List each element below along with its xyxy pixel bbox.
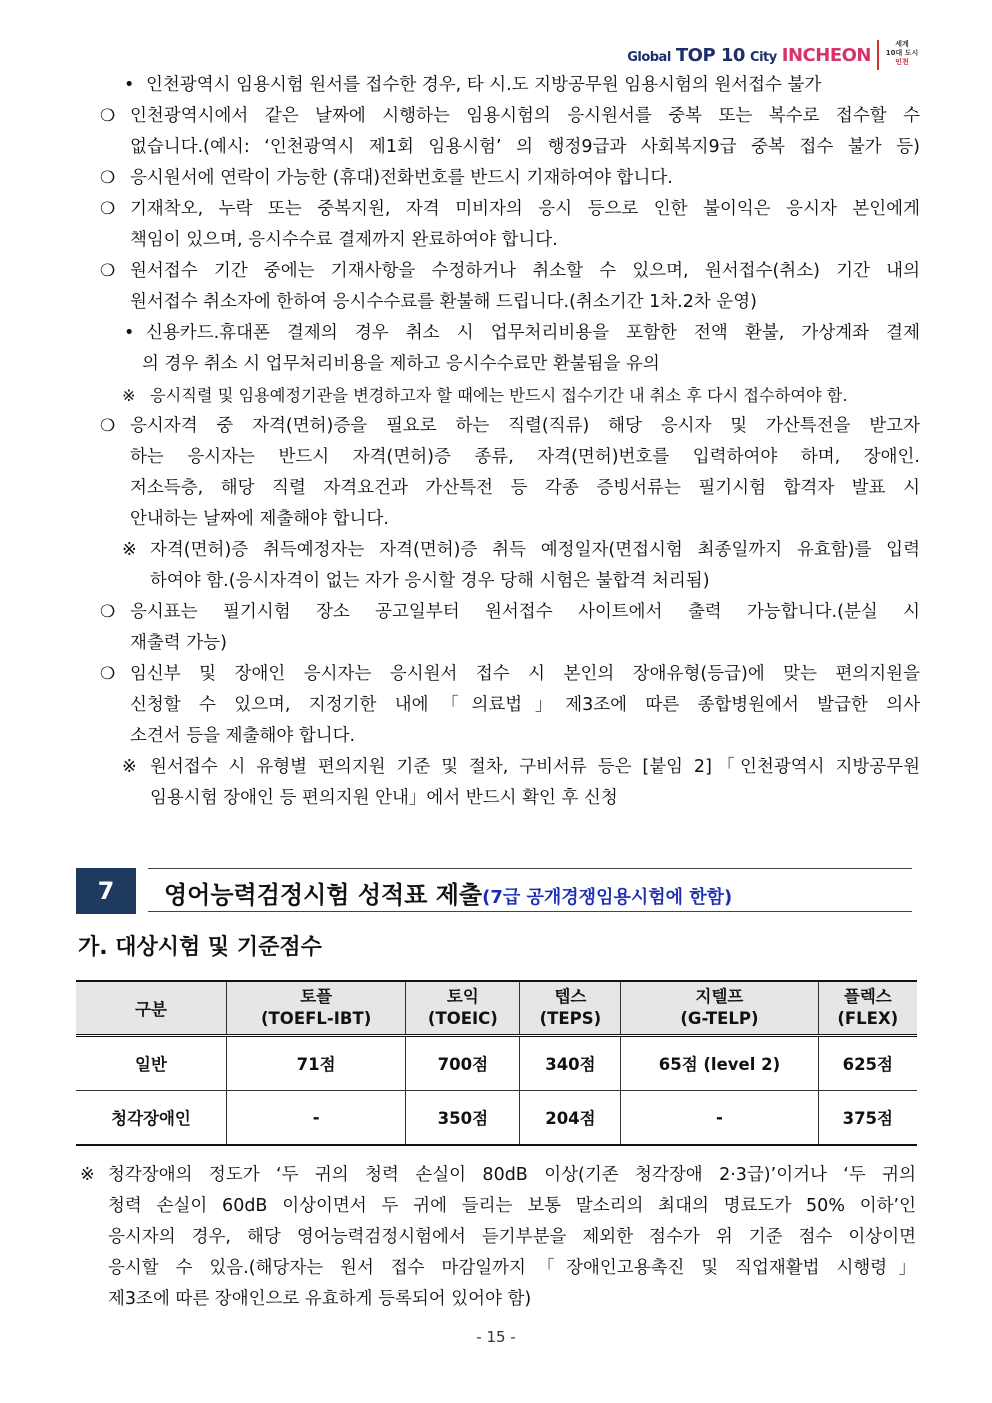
table-row [76,1035,917,1090]
body-text: 원서접수 기간 중에는 기재사항을 수정하거나 취소할 수 있으며, 원서접수(취소) 기간 내의 [130,261,920,281]
body-text-cont: 소견서 등을 제출해야 합니다. [130,726,356,746]
body-text: 응시원서에 연락이 가능한 (휴대)전화번호를 반드시 기재하여야 합니다. [130,168,673,188]
body-text: 인천광역시 임용시험 원서를 접수한 경우, 타 시.도 지방공무원 임용시험의 원서접수 불가 [146,75,822,95]
logo-top10: TOP 10 [675,44,745,66]
body-text: 응시표는 필기시험 장소 공고일부터 원서접수 사이트에서 출력 가능합니다.(분실 시 [130,602,920,622]
table-cell: 65점 (level 2) [621,1035,818,1090]
table-header-row [76,981,917,1035]
score-table [76,980,917,1146]
note-marker: ※ [80,1165,95,1185]
body-text-cont: 하여야 함.(응시자격이 없는 자가 응시할 경우 당해 시험은 불합격 처리됨) [150,571,710,591]
header-logo [627,40,922,70]
circle-marker: ❍ [100,261,116,281]
badge-line1: 세계 [895,40,909,48]
subheading: 가. 대상시험 및 기준점수 [78,935,322,960]
logo-wordmark [627,45,871,66]
col-header-gtelp [621,981,818,1035]
col-header-line1: 토익 [446,986,479,1006]
col-header-toeic [406,981,520,1035]
col-header-line1: 토플 [300,986,333,1006]
section-title-main: 영어능력검정시험 성적표 제출 [164,881,483,909]
circle-marker: ❍ [100,199,116,219]
body-text: 응시직렬 및 임용예정기관을 변경하고자 할 때에는 반드시 접수기간 내 취소 후 다시 접수하여야 함. [150,386,848,405]
col-header-line1: 텝스 [554,986,587,1006]
badge-line2: 10대 도시 [885,49,919,57]
note-marker: ※ [122,757,137,777]
footnote-line: 제3조에 따른 장애인으로 유효하게 등록되어 있어야 함) [108,1289,532,1309]
col-header-line2: (TOEIC) [427,1008,498,1028]
note-item [100,752,920,783]
note-marker: ※ [122,540,137,560]
badge-line3: 인천 [895,58,909,66]
table-cell: 700점 [406,1035,520,1090]
circle-item [100,194,920,225]
circle-item [100,411,920,442]
note-item [100,380,920,411]
circle-item [100,163,920,194]
col-header-teps [520,981,621,1035]
body-text-cont: 안내하는 날짜에 제출해야 합니다. [130,509,389,529]
footnote-line: 응시할 수 있음.(해당자는 원서 접수 마감일까지「장애인고용촉진 및 직업재활법 시행령」 [108,1258,916,1278]
footnote-line: 청력 손실이 60dB 이상이면서 두 귀에 들리는 보통 말소리의 최대의 명료도가 50% 이하’인 [108,1196,916,1216]
col-header-line1: 플렉스 [843,986,892,1006]
row-label: 일반 [135,1055,167,1074]
col-header-line2: (G-TELP) [680,1008,759,1028]
note-marker: ※ [122,386,136,405]
bullet-item [100,318,920,349]
section-title-sub: (7급 공개경쟁임용시험에 한함) [482,887,733,908]
body-text: 임신부 및 장애인 응시자는 응시원서 접수 시 본인의 장애유형(등급)에 맞는 편의지원을 [130,664,920,684]
body-text: 응시자격 중 자격(면허)증을 필요로 하는 직렬(직류) 해당 응시자 및 가산특전을 받고자 [130,416,920,436]
body-text: 인천광역시에서 같은 날짜에 시행하는 임용시험의 응시원서를 중복 또는 복수로 접수할 수 [130,106,920,126]
section-title [164,875,732,910]
circle-marker: ❍ [100,416,116,436]
bullet-item [100,70,920,101]
body-text-cont: 신청할 수 있으며, 지정기한 내에「의료법」제3조에 따른 종합병원에서 발급한 의사 [130,695,920,715]
col-header-line2: (TEPS) [539,1008,602,1028]
circle-item [100,597,920,628]
table-cell: 350점 [406,1090,520,1145]
body-content [100,70,920,814]
footnote-line [80,1160,916,1191]
table-cell: - [227,1090,406,1145]
body-text-cont: 책임이 있으며, 응시수수료 결제까지 완료하여야 합니다. [130,230,558,250]
col-header-flex [818,981,917,1035]
body-text-cont: 없습니다.(예시: ‘인천광역시 제1회 임용시험’ 의 행정9급과 사회복지9급 중복 접수 불가 등) [130,137,920,157]
body-text: 기재착오, 누락 또는 중복지원, 자격 미비자의 응시 등으로 인한 불이익은 응시자 본인에게 [130,199,920,219]
body-text-cont: 저소득층, 해당 직렬 자격요건과 가산특전 등 각종 증빙서류는 필기시험 합격자 발표 시 [130,478,920,498]
col-header-toefl [227,981,406,1035]
circle-item [100,659,920,690]
col-header-line1: 지텔프 [695,986,744,1006]
circle-item [100,256,920,287]
body-text-cont: 의 경우 취소 시 업무처리비용을 제하고 응시수수료만 환불됨을 유의 [142,354,660,374]
section-title-box [148,868,912,912]
body-text: 자격(면허)증 취득예정자는 자격(면허)증 취득 예정일자(면접시험 최종일까지 유효함)를 입력 [150,540,920,560]
page-number: - 15 - [476,1328,516,1346]
circle-marker: ❍ [100,168,116,188]
table-cell: - [621,1090,818,1145]
logo-badge [877,40,922,70]
footnote-text: 청각장애의 정도가 ‘두 귀의 청력 손실이 80dB 이상(기존 청각장애 2·3급)’이거나 ‘두 귀의 [108,1165,916,1185]
circle-marker: ❍ [100,106,116,126]
footnote-line: 응시자의 경우, 해당 영어능력검정시험에서 듣기부분을 제외한 점수가 위 기준 점수 이상이면 [108,1227,916,1247]
circle-item [100,101,920,132]
row-label: 청각장애인 [111,1109,191,1129]
body-text-cont: 재출력 가능) [130,633,227,653]
table-cell: 204점 [520,1090,621,1145]
circle-marker: ❍ [100,602,116,622]
circle-marker: ❍ [100,664,116,684]
table-cell: 375점 [818,1090,917,1145]
table-cell: 71점 [227,1035,406,1090]
logo-incheon: INCHEON [781,44,871,66]
footnote [80,1160,916,1315]
bullet-marker: • [124,323,135,343]
body-text: 신용카드.휴대폰 결제의 경우 취소 시 업무처리비용을 포함한 전액 환불, 가상계좌 결제 [146,323,920,343]
col-header-line2: (TOEFL-IBT) [261,1008,372,1028]
table-cell: 625점 [818,1035,917,1090]
section-number: 7 [76,868,136,914]
section-7-header [76,868,912,914]
bullet-marker: • [124,75,135,95]
body-text-cont: 임용시험 장애인 등 편의지원 안내」에서 반드시 확인 후 신청 [150,788,618,808]
body-text: 원서접수 시 유형별 편의지원 기준 및 절차, 구비서류 등은 [붙임 2]「인천광역시 지방공무원 [150,757,920,777]
note-item [100,535,920,566]
logo-city: City [750,49,777,65]
logo-global: Global [627,49,671,65]
table-row [76,1090,917,1145]
body-text-cont: 하는 응시자는 반드시 자격(면허)증 종류, 자격(면허)번호를 입력하여야 하며, 장애인. [130,447,920,467]
table-cell: 340점 [520,1035,621,1090]
col-header-category: 구분 [135,999,167,1019]
body-text-cont: 원서접수 취소자에 한하여 응시수수료를 환불해 드립니다.(취소기간 1차.2차 운영) [130,292,757,312]
col-header-line2: (FLEX) [837,1008,899,1028]
